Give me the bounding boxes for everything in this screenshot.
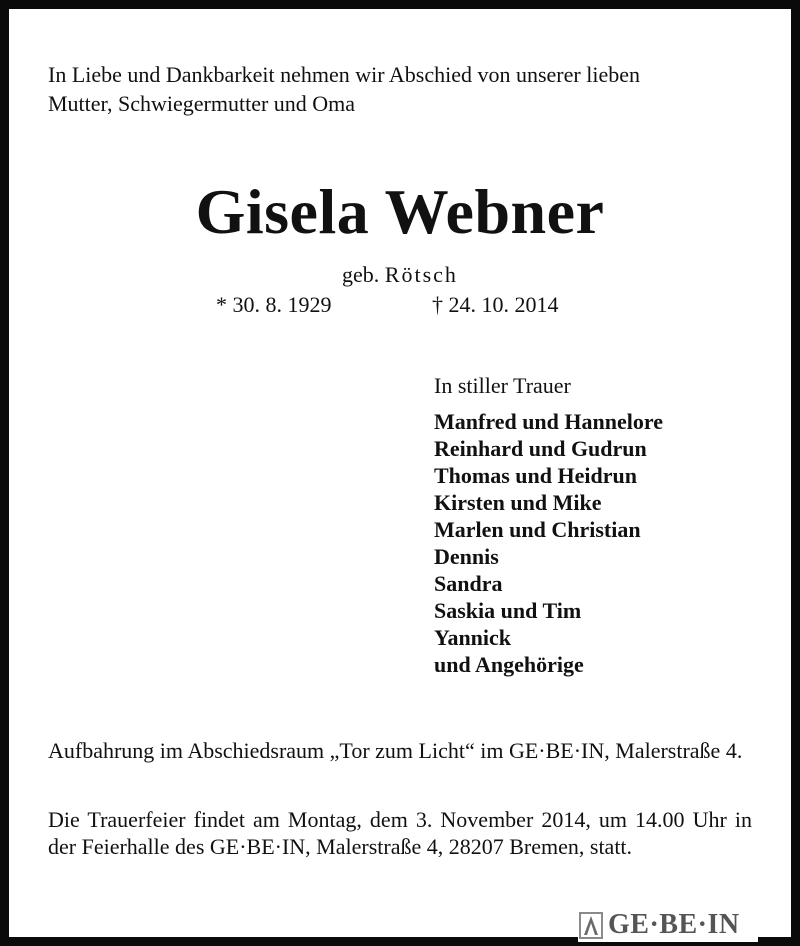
family-member: Dennis: [434, 544, 499, 569]
intro-text: [48, 60, 758, 118]
family-member: Kirsten und Mike: [434, 490, 602, 515]
gebein-logo-text: GE·BE·IN: [608, 909, 740, 940]
family-member: Manfred und Hannelore: [434, 409, 663, 434]
gebein-logo: [578, 908, 758, 942]
family-member: Thomas und Heidrun: [434, 463, 637, 488]
maiden-prefix: geb.: [342, 262, 380, 287]
family-member: Sandra: [434, 571, 503, 596]
family-member: Saskia und Tim: [434, 598, 582, 623]
mourning-label: In stiller Trauer: [434, 373, 571, 398]
family-member: Reinhard und Gudrun: [434, 436, 647, 461]
funeral-info: Die Trauerfeier findet am Montag, dem 3. November 2014, um 14.00 Uhr in der Feierhalle des GE·BE·IN, Malerstraße 4, 28207 Bremen, statt.: [48, 807, 752, 859]
maiden-name: [0, 262, 800, 288]
family-member: Yannick: [434, 625, 512, 650]
deceased-name: Gisela Webner: [195, 176, 605, 247]
viewing-info: Aufbahrung im Abschiedsraum „Tor zum Licht“ im GE·BE·IN, Malerstraße 4.: [48, 738, 743, 763]
birth-date: * 30. 8. 1929: [216, 292, 332, 317]
intro-line-2: Mutter, Schwiegermutter und Oma: [48, 91, 356, 116]
family-member: Marlen und Christian: [434, 517, 641, 542]
death-date: † 24. 10. 2014: [432, 292, 559, 317]
gebein-logo-icon: [578, 910, 604, 940]
intro-line-1: In Liebe und Dankbarkeit nehmen wir Abschied von unserer lieben: [48, 62, 640, 87]
maiden-surname: Rötsch: [384, 262, 458, 287]
family-list: [434, 408, 663, 678]
family-member: und Angehörige: [434, 652, 584, 677]
